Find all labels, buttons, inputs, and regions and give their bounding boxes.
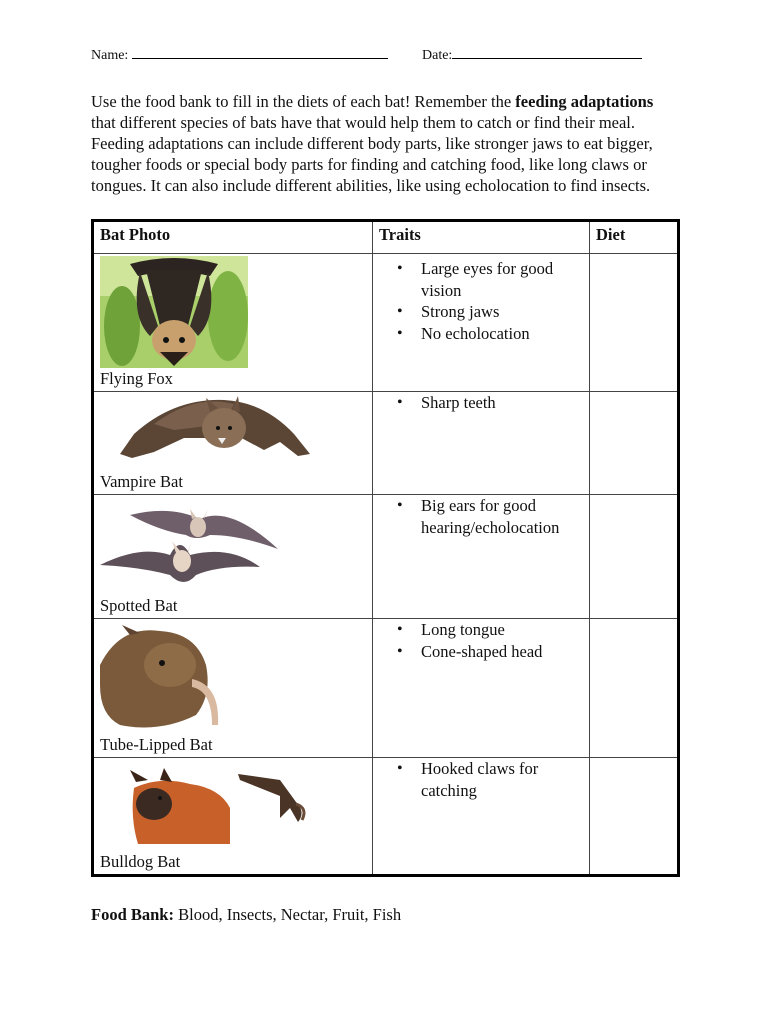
trait-item: • No echolocation	[421, 323, 589, 345]
diet-cell[interactable]	[590, 254, 679, 392]
header-traits: Traits	[373, 221, 590, 254]
instructions-bold: feeding adaptations	[515, 92, 654, 111]
traits-cell	[373, 392, 590, 495]
bulldog-bat-photo	[130, 768, 330, 848]
trait-item: • Large eyes for good vision	[421, 258, 589, 301]
bat-name: Vampire Bat	[100, 472, 183, 491]
bat-photo-cell	[93, 758, 373, 876]
traits-cell	[373, 619, 590, 758]
trait-item: • Long tongue	[421, 619, 589, 641]
traits-cell	[373, 254, 590, 392]
trait-item: • Big ears for good hearing/echolocation	[421, 495, 589, 538]
traits-list	[373, 392, 589, 414]
traits-list	[373, 495, 589, 538]
header-diet: Diet	[590, 221, 679, 254]
trait-item: • Strong jaws	[421, 301, 589, 323]
flying-fox-photo	[100, 256, 248, 368]
header-bat-photo: Bat Photo	[93, 221, 373, 254]
trait-item: • Sharp teeth	[421, 392, 589, 414]
name-label: Name:	[91, 48, 129, 63]
traits-list	[373, 258, 589, 344]
bat-photo-cell	[93, 392, 373, 495]
bat-name: Spotted Bat	[100, 596, 178, 615]
date-line[interactable]	[452, 46, 642, 59]
bat-name: Flying Fox	[100, 369, 173, 388]
diet-cell[interactable]	[590, 495, 679, 619]
traits-list	[373, 619, 589, 662]
bat-name: Tube-Lipped Bat	[100, 735, 213, 754]
table-row	[93, 254, 679, 392]
instructions	[91, 91, 681, 196]
table-row	[93, 619, 679, 758]
bat-photo-cell	[93, 254, 373, 392]
vampire-bat-photo	[114, 394, 314, 462]
bat-photo-cell	[93, 495, 373, 619]
name-field[interactable]	[91, 46, 388, 64]
food-bank	[91, 905, 401, 925]
trait-item: • Cone-shaped head	[421, 641, 589, 663]
instructions-text-1: Use the food bank to fill in the diets of each bat! Remember the	[91, 92, 516, 111]
traits-cell	[373, 758, 590, 876]
spotted-bat-photo	[100, 505, 280, 595]
food-bank-items: Blood, Insects, Nectar, Fruit, Fish	[178, 905, 402, 924]
bat-photo-cell	[93, 619, 373, 758]
table-row	[93, 758, 679, 876]
diet-cell[interactable]	[590, 619, 679, 758]
diet-cell[interactable]	[590, 758, 679, 876]
diet-cell[interactable]	[590, 392, 679, 495]
food-bank-label: Food Bank:	[91, 905, 174, 924]
bat-table	[91, 219, 680, 877]
date-label: Date:	[422, 48, 453, 63]
traits-cell	[373, 495, 590, 619]
table-row	[93, 392, 679, 495]
traits-list	[373, 758, 589, 801]
trait-item: • Hooked claws for catching	[421, 758, 589, 801]
table-row	[93, 495, 679, 619]
header	[91, 46, 651, 70]
instructions-text-2: that different species of bats have that would help them to catch or find their meal. Feeding adaptations can include different body parts, like stronger jaws to eat bigger, tougher foods or special body parts for finding and catching food, like long claws or tongues. It can also include different abilities, like using echolocation to find insects.	[91, 113, 653, 195]
name-line[interactable]	[132, 46, 388, 59]
date-field[interactable]	[422, 46, 642, 64]
table-header-row	[93, 221, 679, 254]
tube-lipped-bat-photo	[100, 625, 226, 729]
bat-name: Bulldog Bat	[100, 852, 181, 871]
